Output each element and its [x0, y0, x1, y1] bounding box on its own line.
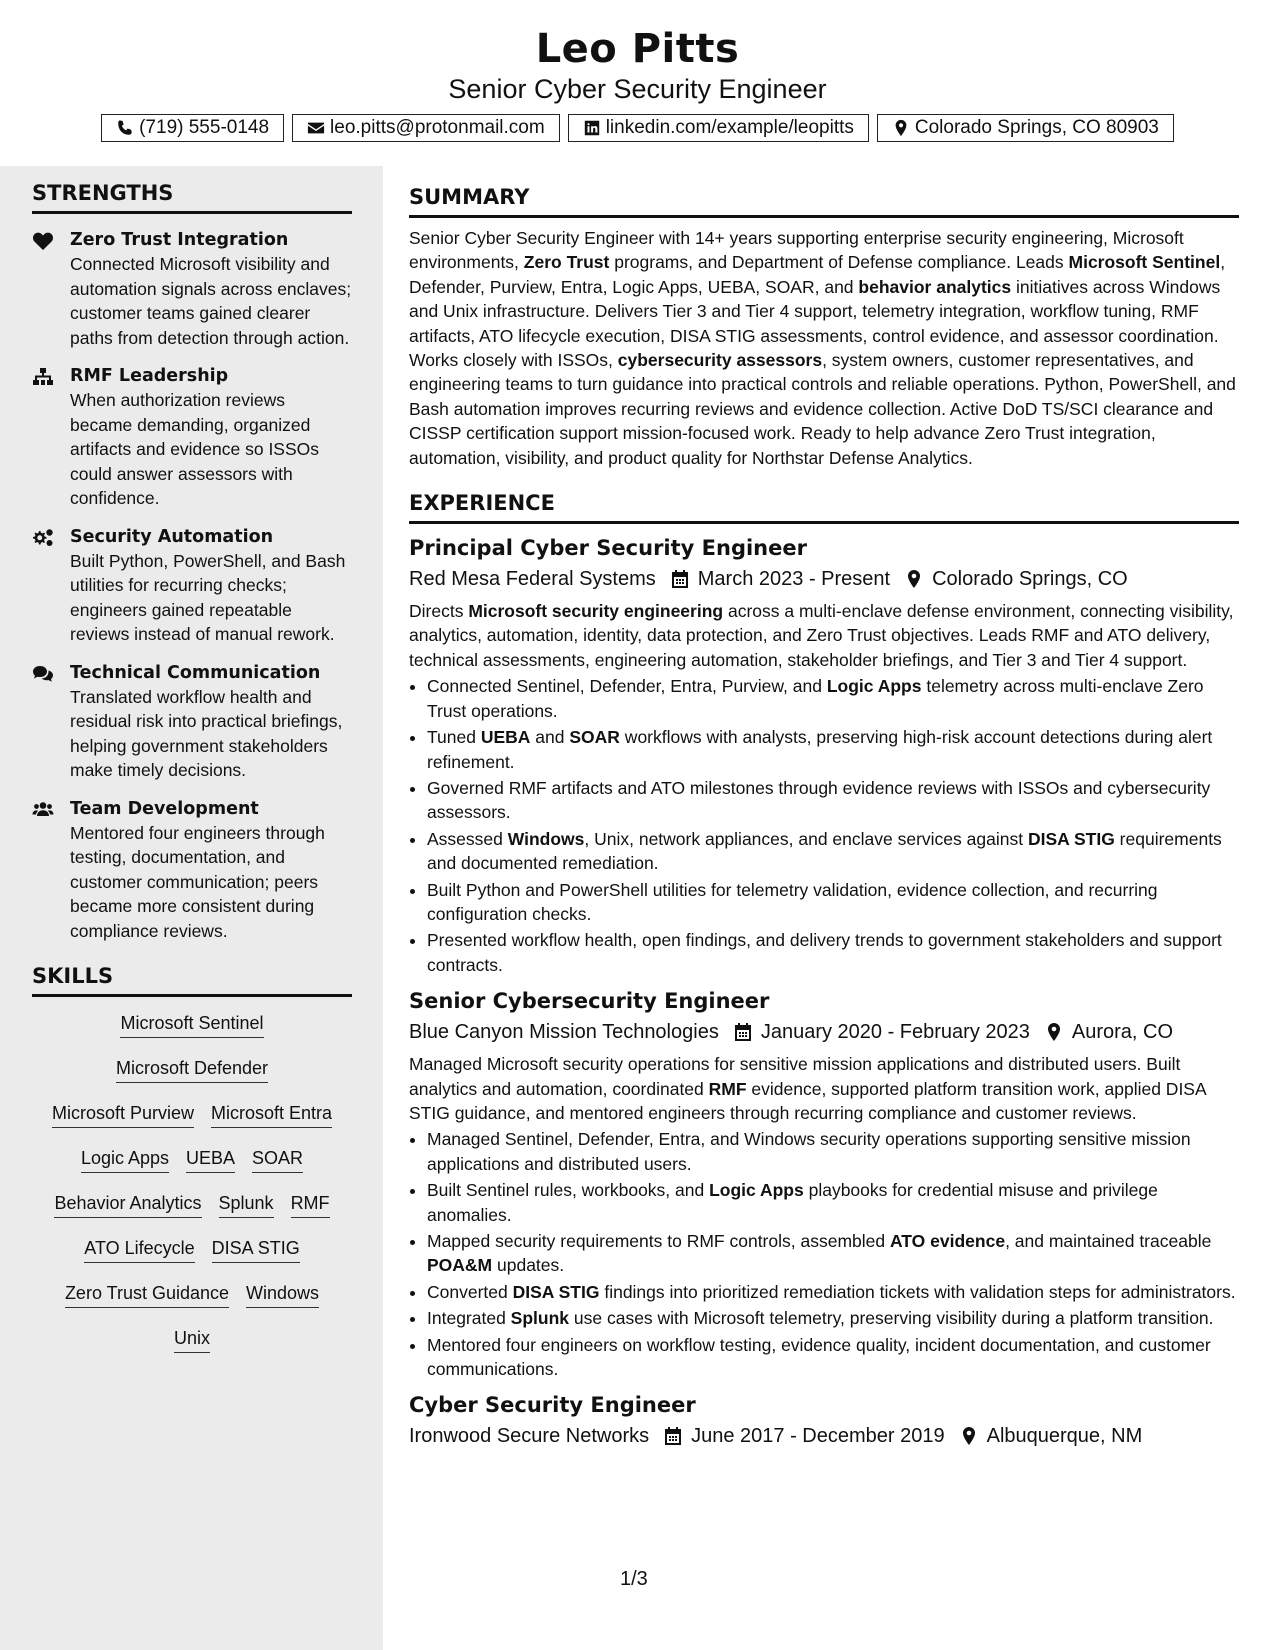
strength-title: Security Automation [70, 526, 274, 547]
strength-desc: When authorization reviews became demanding, organized artifacts and evidence so ISSOs could answer assessors with confidence. [70, 390, 320, 508]
contact-linkedin[interactable] [568, 114, 869, 142]
skill-tag: Microsoft Sentinel [120, 1011, 263, 1038]
text-run: updates. [492, 1255, 565, 1276]
bold-text: UEBA [480, 727, 531, 748]
text-run: Integrated [427, 1308, 511, 1329]
strength-title: Technical Communication [70, 662, 321, 683]
bold-text: RMF [708, 1078, 747, 1099]
job-entry [409, 987, 1239, 1381]
job-company: Ironwood Secure Networks [409, 1425, 650, 1448]
text-run: findings into prioritized remediation tickets with validation steps for administrators. [599, 1281, 1236, 1302]
bold-text: DISA STIG [1027, 828, 1115, 849]
sidebar [0, 166, 383, 1650]
skill-row [32, 1326, 352, 1371]
list-item [427, 1306, 1239, 1330]
text-run: and [530, 727, 570, 748]
list-item [427, 1127, 1239, 1176]
text-run: use cases with Microsoft telemetry, preserving visibility during a platform transition. [569, 1308, 1214, 1329]
envelope-icon [307, 119, 325, 137]
main-content [409, 166, 1239, 1451]
text-run: requirements and documented remediation. [427, 828, 1222, 874]
job-meta [409, 1421, 1239, 1451]
bold-text: POA&M [427, 1255, 493, 1276]
text-run: , Unix, network appliances, and enclave services against [584, 828, 1028, 849]
skill-row [32, 1191, 352, 1236]
text-run: Governed RMF artifacts and ATO milestones through evidence reviews with ISSOs and cybersecurity assessors. [427, 777, 1211, 823]
text-run: Built Python and PowerShell utilities for telemetry validation, evidence collection, and recurring configuration checks. [427, 879, 1158, 924]
bold-text: Windows [507, 828, 585, 849]
strength-desc: Connected Microsoft visibility and automation signals across enclaves; customer teams gained clearer paths from detection through action. [70, 254, 352, 348]
contact-bar [0, 114, 1275, 142]
summary-heading: SUMMARY [409, 184, 1239, 218]
job-bullets [409, 1127, 1239, 1381]
job-entry [409, 534, 1239, 977]
calendar-icon [733, 1022, 753, 1042]
text-run: initiatives across Windows and Unix infrastructure. Delivers Tier 3 and Tier 4 support, telemetry integration, workflow tuning, RMF artifacts, ATO lifecycle execution, DISA STIG assessments, control evidence, and assessor coordination. Works closely with ISSOs, [409, 276, 1221, 371]
skill-tag: Logic Apps [81, 1146, 169, 1173]
text-run: Converted [427, 1281, 513, 1302]
skill-tag: Behavior Analytics [54, 1191, 201, 1218]
text-run: , Defender, Purview, Entra, Logic Apps, UEBA, SOAR, and [409, 252, 1226, 297]
text-run: programs, and Department of Defense compliance. Leads [609, 252, 1069, 273]
job-dates: January 2020 - February 2023 [760, 1021, 1030, 1044]
job-meta [409, 564, 1239, 594]
comments-icon [32, 664, 54, 684]
text-run: , system owners, customer representatives, and engineering teams to turn guidance into practical controls and reliable operations. Python, PowerShell, and Bash automation improves recurring reviews and evidence collection. Active DoD TS/SCI clearance and CISSP certification support mission-focused work. Ready to help advance Zero Trust integration, automation, visibility, and product quality for Northstar Defense Analytics. [409, 350, 1236, 468]
job-location: Colorado Springs, CO [932, 568, 1128, 591]
skill-row [32, 1101, 352, 1146]
phone-icon [116, 119, 134, 137]
skill-row [32, 1056, 352, 1101]
resume-header [0, 0, 1275, 166]
skill-tag: Microsoft Entra [211, 1101, 332, 1128]
job-location: Aurora, CO [1071, 1021, 1174, 1044]
skill-tag: Unix [174, 1326, 210, 1353]
skills-heading: SKILLS [32, 963, 352, 997]
contact-phone-text: (719) 555-0148 [139, 117, 270, 138]
text-run: telemetry across multi-enclave Zero Trust operations. [427, 676, 1204, 721]
summary-text [409, 226, 1239, 470]
candidate-title: Senior Cyber Security Engineer [448, 74, 827, 104]
strength-item [32, 364, 352, 511]
job-dates: March 2023 - Present [697, 568, 891, 591]
strength-desc: Built Python, PowerShell, and Bash utilities for recurring checks; engineers gained repeatable reviews instead of manual rework. [70, 550, 346, 644]
list-item [427, 1229, 1239, 1278]
job-title: Senior Cybersecurity Engineer [409, 989, 770, 1014]
strengths-heading: STRENGTHS [32, 180, 352, 214]
experience-heading: EXPERIENCE [409, 490, 1239, 524]
strength-item [32, 525, 352, 647]
text-run: Directs [409, 601, 469, 622]
job-dates: June 2017 - December 2019 [691, 1425, 945, 1448]
bold-text: Logic Apps [709, 1180, 804, 1201]
strength-title: RMF Leadership [70, 366, 229, 386]
list-item [427, 674, 1239, 723]
text-run: Senior Cyber Security Engineer with 14+ years supporting enterprise security engineering, Microsoft environments, [409, 228, 1184, 273]
experience-list [409, 534, 1239, 1451]
map-pin-icon [904, 569, 924, 589]
text-run: across a multi-enclave defense environment, connecting visibility, analytics, automation, identity, data protection, and Zero Trust objectives. Leads RMF and ATO delivery, technical assessments, engineering automation, stakeholder briefings, and Tier 3 and Tier 4 support. [409, 601, 1234, 670]
candidate-name: Leo Pitts [535, 26, 740, 72]
bold-text: Splunk [510, 1308, 570, 1329]
skill-tag: ATO Lifecycle [84, 1236, 194, 1263]
text-run: Built Sentinel rules, workbooks, and [427, 1180, 710, 1201]
strength-item [32, 228, 352, 350]
heart-icon [32, 231, 54, 251]
skill-tag: Microsoft Purview [52, 1101, 194, 1128]
strength-desc: Translated workflow health and residual risk into practical briefings, helping government stakeholders make timely decisions. [70, 686, 343, 780]
bold-text: Zero Trust [523, 252, 610, 273]
strength-item [32, 797, 352, 944]
contact-phone[interactable] [101, 114, 284, 142]
text-run: Connected Sentinel, Defender, Entra, Purview, and [427, 676, 827, 697]
list-item [427, 878, 1239, 927]
skill-tag: Microsoft Defender [116, 1056, 268, 1083]
text-run: Presented workflow health, open findings, and delivery trends to government stakeholders and support contracts. [427, 930, 1222, 975]
bold-text: behavior analytics [858, 276, 1012, 297]
page-number: 1/3 [620, 1568, 648, 1590]
strength-desc: Mentored four engineers through testing, documentation, and customer communication; peers became more consistent during compliance reviews. [70, 822, 325, 941]
text-run: Managed Sentinel, Defender, Entra, and Windows security operations supporting sensitive mission applications and distributed users. [427, 1129, 1191, 1174]
skill-tag: Windows [246, 1281, 319, 1308]
text-run: Mapped security requirements to RMF controls, assembled [427, 1231, 890, 1251]
contact-email[interactable] [292, 114, 560, 142]
map-pin-icon [1044, 1022, 1064, 1042]
skill-tag: Splunk [219, 1191, 274, 1218]
users-icon [32, 800, 54, 820]
job-entry [409, 1391, 1239, 1451]
list-item [427, 928, 1239, 977]
job-company: Blue Canyon Mission Technologies [409, 1021, 719, 1044]
strength-item [32, 661, 352, 783]
text-run: workflows with analysts, preserving high-risk account detections during alert refinement. [427, 727, 1213, 772]
list-item [427, 776, 1239, 825]
text-run: Managed Microsoft security operations for sensitive mission applications and distributed users. Built analytics and automation, coordinated [409, 1054, 1181, 1099]
text-run: Tuned [427, 727, 481, 748]
job-company: Red Mesa Federal Systems [409, 568, 656, 591]
job-bullets [409, 674, 1239, 977]
map-pin-icon [892, 119, 910, 137]
text-run: , and maintained traceable [1005, 1231, 1212, 1251]
job-title: Principal Cyber Security Engineer [409, 536, 807, 561]
skill-tag: RMF [291, 1191, 330, 1218]
contact-location[interactable] [877, 114, 1174, 142]
skill-row [32, 1236, 352, 1281]
list-item [427, 827, 1239, 876]
text-run: Assessed [427, 828, 508, 849]
skill-tag: UEBA [186, 1146, 235, 1173]
strength-title: Zero Trust Integration [70, 230, 289, 250]
strengths-section [32, 180, 352, 1371]
skill-row [32, 1281, 352, 1326]
skill-row [32, 1146, 352, 1191]
calendar-icon [663, 1426, 683, 1446]
bold-text: DISA STIG [512, 1281, 600, 1302]
contact-location-text: Colorado Springs, CO 80903 [914, 117, 1159, 138]
gears-icon [32, 528, 54, 548]
bold-text: Microsoft security engineering [468, 601, 724, 622]
skills-list [32, 1011, 352, 1371]
text-run: Mentored four engineers on workflow testing, evidence quality, incident documentation, and customer communications. [427, 1334, 1211, 1380]
list-item [427, 1333, 1239, 1382]
calendar-icon [670, 569, 690, 589]
job-meta [409, 1017, 1239, 1047]
text-run: evidence, supported platform transition work, applied DISA STIG guidance, and mentored engineers through recurring compliance and customer reviews. [409, 1078, 1206, 1123]
skill-row [32, 1011, 352, 1056]
skill-tag: SOAR [252, 1146, 303, 1173]
skill-tag: DISA STIG [212, 1236, 300, 1263]
map-pin-icon [959, 1426, 979, 1446]
bold-text: Microsoft Sentinel [1068, 252, 1221, 273]
bold-text: cybersecurity assessors [617, 350, 823, 371]
bold-text: Logic Apps [826, 676, 922, 697]
job-location: Albuquerque, NM [986, 1425, 1143, 1448]
strength-title: Team Development [70, 798, 259, 819]
text-run: playbooks for credential misuse and privilege anomalies. [427, 1180, 1158, 1225]
job-description [409, 599, 1239, 672]
sitemap-icon [32, 367, 54, 387]
list-item [427, 725, 1239, 774]
bold-text: ATO evidence [889, 1231, 1006, 1251]
contact-linkedin-text: linkedin.com/example/leopitts [605, 117, 854, 138]
linkedin-icon [583, 119, 601, 137]
contact-email-text: leo.pitts@protonmail.com [330, 117, 545, 138]
job-title: Cyber Security Engineer [409, 1393, 696, 1418]
skill-tag: Zero Trust Guidance [65, 1281, 229, 1308]
bold-text: SOAR [569, 727, 620, 748]
job-description [409, 1052, 1239, 1125]
list-item [427, 1178, 1239, 1227]
list-item [427, 1280, 1239, 1304]
